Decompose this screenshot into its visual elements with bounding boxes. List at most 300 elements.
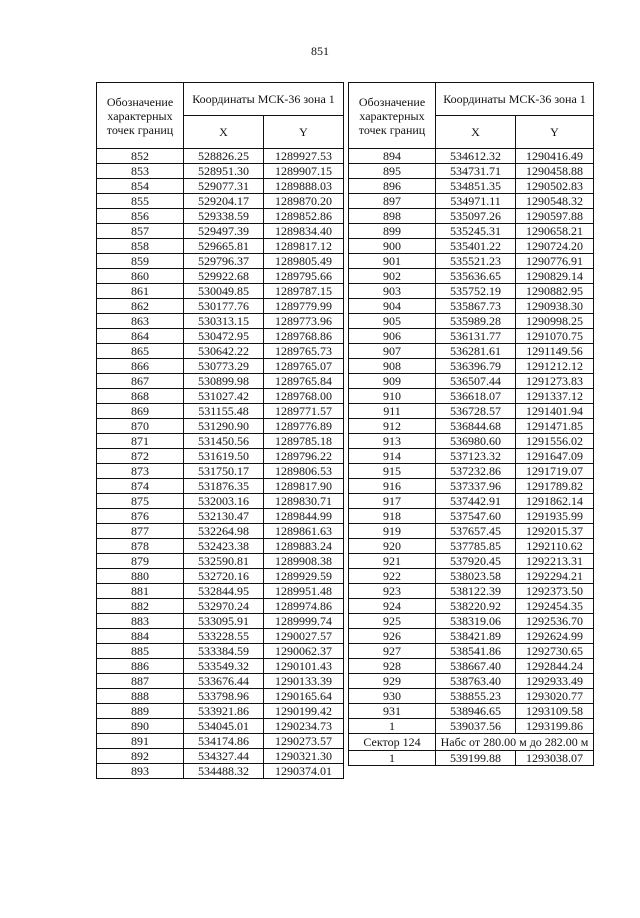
y-value-cell: 1290724.20 (516, 239, 594, 254)
table-row (97, 734, 344, 749)
x-value-cell: 532003.16 (184, 494, 264, 509)
point-id-cell: 852 (97, 149, 184, 164)
y-value-cell: 1289787.15 (264, 284, 344, 299)
point-id-cell: 875 (97, 494, 184, 509)
x-value-cell: 531450.56 (184, 434, 264, 449)
table-row (97, 194, 344, 209)
x-value-cell: 538541.86 (436, 644, 516, 659)
x-value-cell: 532844.95 (184, 584, 264, 599)
y-value-cell: 1289883.24 (264, 539, 344, 554)
y-value-cell: 1293199.86 (516, 719, 594, 734)
point-id-cell: 895 (349, 164, 436, 179)
table-row (349, 299, 594, 314)
table-row (349, 434, 594, 449)
point-id-cell: 865 (97, 344, 184, 359)
table-row (349, 719, 594, 734)
table-row (349, 329, 594, 344)
point-id-cell: 1 (349, 719, 436, 734)
x-value-cell: 530177.76 (184, 299, 264, 314)
y-value-cell: 1289830.71 (264, 494, 344, 509)
y-value-cell: 1289795.66 (264, 269, 344, 284)
table-row (349, 344, 594, 359)
x-value-cell: 531155.48 (184, 404, 264, 419)
y-column-header: Y (516, 116, 594, 149)
y-value-cell: 1292373.50 (516, 584, 594, 599)
point-id-cell: 899 (349, 224, 436, 239)
x-value-cell: 535636.65 (436, 269, 516, 284)
table-row (97, 344, 344, 359)
y-value-cell: 1291556.02 (516, 434, 594, 449)
point-designation-header: Обозначение характерных точек границ (97, 83, 184, 149)
point-id-cell: 860 (97, 269, 184, 284)
x-value-cell: 536281.61 (436, 344, 516, 359)
x-value-cell: 538946.65 (436, 704, 516, 719)
table-row (97, 764, 344, 779)
point-id-cell: 854 (97, 179, 184, 194)
y-value-cell: 1292844.24 (516, 659, 594, 674)
x-value-cell: 533921.86 (184, 704, 264, 719)
x-value-cell: 536131.77 (436, 329, 516, 344)
right-table-body (349, 149, 594, 734)
table-row (349, 629, 594, 644)
table-row (97, 179, 344, 194)
point-id-cell: 919 (349, 524, 436, 539)
coordinates-table-left (96, 82, 344, 779)
table-row (349, 674, 594, 689)
point-id-cell: 878 (97, 539, 184, 554)
point-id-cell: 920 (349, 539, 436, 554)
point-id-cell: 890 (97, 719, 184, 734)
y-value-cell: 1291273.83 (516, 374, 594, 389)
point-id-cell: 869 (97, 404, 184, 419)
y-value-cell: 1289852.86 (264, 209, 344, 224)
x-value-cell: 534731.71 (436, 164, 516, 179)
x-value-cell: 537920.45 (436, 554, 516, 569)
point-id-cell: 925 (349, 614, 436, 629)
table-row (349, 751, 594, 766)
point-id-cell: 862 (97, 299, 184, 314)
page-number: 851 (311, 44, 329, 58)
x-column-header: X (184, 116, 264, 149)
x-value-cell: 532590.81 (184, 554, 264, 569)
y-value-cell: 1289817.12 (264, 239, 344, 254)
x-value-cell: 531290.90 (184, 419, 264, 434)
table-row (349, 524, 594, 539)
table-row (349, 149, 594, 164)
table-row (349, 464, 594, 479)
x-value-cell: 537657.45 (436, 524, 516, 539)
y-value-cell: 1289834.40 (264, 224, 344, 239)
table-row (97, 329, 344, 344)
point-id-cell: 908 (349, 359, 436, 374)
x-value-cell: 535989.28 (436, 314, 516, 329)
point-id-cell: 897 (349, 194, 436, 209)
table-row (97, 584, 344, 599)
x-value-cell: 538319.06 (436, 614, 516, 629)
table-row (97, 479, 344, 494)
point-id-cell: 930 (349, 689, 436, 704)
x-value-cell: 530773.29 (184, 359, 264, 374)
y-value-cell: 1290321.30 (264, 749, 344, 764)
coordinates-header: Координаты МСК-36 зона 1 (184, 83, 344, 116)
x-value-cell: 538421.89 (436, 629, 516, 644)
point-id-cell: 893 (97, 764, 184, 779)
x-value-cell: 536728.57 (436, 404, 516, 419)
x-value-cell: 529338.59 (184, 209, 264, 224)
x-value-cell: 536507.44 (436, 374, 516, 389)
point-id-cell: 901 (349, 254, 436, 269)
x-value-cell: 535401.22 (436, 239, 516, 254)
table-row (97, 284, 344, 299)
point-id-cell: 876 (97, 509, 184, 524)
point-id-cell: 910 (349, 389, 436, 404)
table-row (97, 164, 344, 179)
point-id-cell: 889 (97, 704, 184, 719)
point-id-cell: 913 (349, 434, 436, 449)
y-value-cell: 1289907.15 (264, 164, 344, 179)
point-id-cell: 871 (97, 434, 184, 449)
table-row (97, 494, 344, 509)
y-value-cell: 1291719.07 (516, 464, 594, 479)
y-value-cell: 1290502.83 (516, 179, 594, 194)
x-value-cell: 538220.92 (436, 599, 516, 614)
y-value-cell: 1290374.01 (264, 764, 344, 779)
y-value-cell: 1289773.96 (264, 314, 344, 329)
point-id-cell: 857 (97, 224, 184, 239)
point-id-cell: 929 (349, 674, 436, 689)
point-id-cell: 926 (349, 629, 436, 644)
y-value-cell: 1290658.21 (516, 224, 594, 239)
y-value-cell: 1289779.99 (264, 299, 344, 314)
point-id-cell: 867 (97, 374, 184, 389)
y-value-cell: 1290062.37 (264, 644, 344, 659)
y-value-cell: 1290165.64 (264, 689, 344, 704)
table-row (349, 584, 594, 599)
y-value-cell: 1292730.65 (516, 644, 594, 659)
table-row (97, 434, 344, 449)
y-value-cell: 1293020.77 (516, 689, 594, 704)
x-value-cell: 531027.42 (184, 389, 264, 404)
x-value-cell: 531876.35 (184, 479, 264, 494)
y-value-cell: 1289806.53 (264, 464, 344, 479)
x-value-cell: 529077.31 (184, 179, 264, 194)
point-id-cell: 1 (349, 751, 436, 766)
point-id-cell: 892 (97, 749, 184, 764)
y-value-cell: 1291789.82 (516, 479, 594, 494)
point-id-cell: 904 (349, 299, 436, 314)
y-value-cell: 1292015.37 (516, 524, 594, 539)
point-id-cell: 882 (97, 599, 184, 614)
point-id-cell: 902 (349, 269, 436, 284)
table-row (97, 644, 344, 659)
table-row (349, 704, 594, 719)
table-row (97, 599, 344, 614)
point-id-cell: 887 (97, 674, 184, 689)
y-value-cell: 1291149.56 (516, 344, 594, 359)
x-value-cell: 539037.56 (436, 719, 516, 734)
y-value-cell: 1289927.53 (264, 149, 344, 164)
point-id-cell: 891 (97, 734, 184, 749)
x-value-cell: 532423.38 (184, 539, 264, 554)
table-row (97, 269, 344, 284)
x-value-cell: 530472.95 (184, 329, 264, 344)
y-value-cell: 1290597.88 (516, 209, 594, 224)
coordinates-table-right (348, 82, 594, 766)
y-value-cell: 1289929.59 (264, 569, 344, 584)
table-row (97, 149, 344, 164)
x-value-cell: 538122.39 (436, 584, 516, 599)
x-value-cell: 537123.32 (436, 449, 516, 464)
y-value-cell: 1290938.30 (516, 299, 594, 314)
left-table-body (97, 149, 344, 779)
point-id-cell: 863 (97, 314, 184, 329)
y-value-cell: 1291337.12 (516, 389, 594, 404)
x-value-cell: 535097.26 (436, 209, 516, 224)
y-value-cell: 1291401.94 (516, 404, 594, 419)
y-column-header: Y (264, 116, 344, 149)
point-id-cell: 915 (349, 464, 436, 479)
point-id-cell: 923 (349, 584, 436, 599)
sector-height-note: Набс от 280.00 м до 282.00 м (436, 734, 594, 751)
point-id-cell: 858 (97, 239, 184, 254)
point-id-cell: 880 (97, 569, 184, 584)
x-column-header: X (436, 116, 516, 149)
table-row (349, 359, 594, 374)
table-row (349, 569, 594, 584)
y-value-cell: 1291471.85 (516, 419, 594, 434)
table-row (349, 404, 594, 419)
y-value-cell: 1293038.07 (516, 751, 594, 766)
y-value-cell: 1289817.90 (264, 479, 344, 494)
sector-block (349, 734, 594, 766)
table-row (349, 209, 594, 224)
sector-label: Сектор 124 (349, 734, 436, 751)
table-row (97, 719, 344, 734)
point-id-cell: 870 (97, 419, 184, 434)
x-value-cell: 536980.60 (436, 434, 516, 449)
y-value-cell: 1292213.31 (516, 554, 594, 569)
point-id-cell: 914 (349, 449, 436, 464)
table-row (349, 194, 594, 209)
x-value-cell: 537785.85 (436, 539, 516, 554)
x-value-cell: 535245.31 (436, 224, 516, 239)
point-id-cell: 873 (97, 464, 184, 479)
table-row (349, 479, 594, 494)
table-row (97, 539, 344, 554)
point-id-cell: 922 (349, 569, 436, 584)
y-value-cell: 1289951.48 (264, 584, 344, 599)
x-value-cell: 538763.40 (436, 674, 516, 689)
point-id-cell: 879 (97, 554, 184, 569)
x-value-cell: 533798.96 (184, 689, 264, 704)
table-row (349, 689, 594, 704)
point-id-cell: 918 (349, 509, 436, 524)
y-value-cell: 1289870.20 (264, 194, 344, 209)
x-value-cell: 529497.39 (184, 224, 264, 239)
point-id-cell: 911 (349, 404, 436, 419)
table-row (97, 749, 344, 764)
point-id-cell: 931 (349, 704, 436, 719)
point-id-cell: 885 (97, 644, 184, 659)
x-value-cell: 534327.44 (184, 749, 264, 764)
table-row (349, 179, 594, 194)
y-value-cell: 1289805.49 (264, 254, 344, 269)
table-row (349, 494, 594, 509)
y-value-cell: 1290199.42 (264, 704, 344, 719)
y-value-cell: 1292454.35 (516, 599, 594, 614)
table-row (349, 554, 594, 569)
x-value-cell: 528951.30 (184, 164, 264, 179)
table-row (349, 614, 594, 629)
x-value-cell: 535752.19 (436, 284, 516, 299)
y-value-cell: 1289765.84 (264, 374, 344, 389)
table-row (97, 464, 344, 479)
x-value-cell: 534488.32 (184, 764, 264, 779)
point-id-cell: 855 (97, 194, 184, 209)
y-value-cell: 1290234.73 (264, 719, 344, 734)
y-value-cell: 1291212.12 (516, 359, 594, 374)
y-value-cell: 1291070.75 (516, 329, 594, 344)
table-row (349, 224, 594, 239)
table-row (97, 299, 344, 314)
point-id-cell: 906 (349, 329, 436, 344)
x-value-cell: 534971.11 (436, 194, 516, 209)
y-value-cell: 1289974.86 (264, 599, 344, 614)
point-id-cell: 853 (97, 164, 184, 179)
table-row (97, 224, 344, 239)
table-row (97, 614, 344, 629)
y-value-cell: 1289768.86 (264, 329, 344, 344)
point-id-cell: 894 (349, 149, 436, 164)
point-id-cell: 928 (349, 659, 436, 674)
y-value-cell: 1290998.25 (516, 314, 594, 329)
table-row (349, 659, 594, 674)
x-value-cell: 534612.32 (436, 149, 516, 164)
x-value-cell: 538855.23 (436, 689, 516, 704)
table-row (349, 539, 594, 554)
y-value-cell: 1292536.70 (516, 614, 594, 629)
y-value-cell: 1291862.14 (516, 494, 594, 509)
point-id-cell: 874 (97, 479, 184, 494)
table-row (349, 389, 594, 404)
point-id-cell: 868 (97, 389, 184, 404)
point-id-cell: 883 (97, 614, 184, 629)
table-row (97, 569, 344, 584)
y-value-cell: 1289796.22 (264, 449, 344, 464)
y-value-cell: 1291647.09 (516, 449, 594, 464)
point-id-cell: 927 (349, 644, 436, 659)
y-value-cell: 1290101.43 (264, 659, 344, 674)
table-row (97, 674, 344, 689)
table-row (349, 374, 594, 389)
point-id-cell: 898 (349, 209, 436, 224)
x-value-cell: 537232.86 (436, 464, 516, 479)
point-id-cell: 921 (349, 554, 436, 569)
x-value-cell: 536844.68 (436, 419, 516, 434)
y-value-cell: 1290882.95 (516, 284, 594, 299)
point-id-cell: 877 (97, 524, 184, 539)
y-value-cell: 1292110.62 (516, 539, 594, 554)
x-value-cell: 534045.01 (184, 719, 264, 734)
table-row (349, 449, 594, 464)
x-value-cell: 536618.07 (436, 389, 516, 404)
y-value-cell: 1290458.88 (516, 164, 594, 179)
y-value-cell: 1292294.21 (516, 569, 594, 584)
point-id-cell: 905 (349, 314, 436, 329)
table-row (349, 254, 594, 269)
x-value-cell: 530049.85 (184, 284, 264, 299)
x-value-cell: 537547.60 (436, 509, 516, 524)
x-value-cell: 530899.98 (184, 374, 264, 389)
y-value-cell: 1293109.58 (516, 704, 594, 719)
table-row (97, 524, 344, 539)
point-id-cell: 866 (97, 359, 184, 374)
x-value-cell: 538667.40 (436, 659, 516, 674)
y-value-cell: 1290027.57 (264, 629, 344, 644)
y-value-cell: 1290548.32 (516, 194, 594, 209)
x-value-cell: 531750.17 (184, 464, 264, 479)
table-row (97, 314, 344, 329)
x-value-cell: 531619.50 (184, 449, 264, 464)
table-row (349, 419, 594, 434)
table-row (349, 164, 594, 179)
table-row (97, 704, 344, 719)
point-id-cell: 864 (97, 329, 184, 344)
table-row (349, 509, 594, 524)
coordinates-header: Координаты МСК-36 зона 1 (436, 83, 594, 116)
x-value-cell: 532130.47 (184, 509, 264, 524)
x-value-cell: 535521.23 (436, 254, 516, 269)
x-value-cell: 530642.22 (184, 344, 264, 359)
table-row (97, 239, 344, 254)
table-row (349, 644, 594, 659)
x-value-cell: 533228.55 (184, 629, 264, 644)
y-value-cell: 1289765.07 (264, 359, 344, 374)
x-value-cell: 533095.91 (184, 614, 264, 629)
table-row (97, 254, 344, 269)
table-row (97, 659, 344, 674)
point-id-cell: 896 (349, 179, 436, 194)
point-id-cell: 861 (97, 284, 184, 299)
point-id-cell: 859 (97, 254, 184, 269)
table-row (349, 239, 594, 254)
point-id-cell: 909 (349, 374, 436, 389)
point-id-cell: 872 (97, 449, 184, 464)
table-row (349, 284, 594, 299)
x-value-cell: 530313.15 (184, 314, 264, 329)
x-value-cell: 539199.88 (436, 751, 516, 766)
x-value-cell: 529922.68 (184, 269, 264, 284)
y-value-cell: 1289861.63 (264, 524, 344, 539)
point-id-cell: 903 (349, 284, 436, 299)
point-id-cell: 900 (349, 239, 436, 254)
y-value-cell: 1289771.57 (264, 404, 344, 419)
x-value-cell: 532264.98 (184, 524, 264, 539)
x-value-cell: 528826.25 (184, 149, 264, 164)
y-value-cell: 1290776.91 (516, 254, 594, 269)
point-designation-header: Обозначение характерных точек границ (349, 83, 436, 149)
y-value-cell: 1290829.14 (516, 269, 594, 284)
x-value-cell: 537337.96 (436, 479, 516, 494)
x-value-cell: 533676.44 (184, 674, 264, 689)
y-value-cell: 1289768.00 (264, 389, 344, 404)
y-value-cell: 1290133.39 (264, 674, 344, 689)
point-id-cell: 856 (97, 209, 184, 224)
table-row (97, 689, 344, 704)
point-id-cell: 881 (97, 584, 184, 599)
table-row (349, 314, 594, 329)
point-id-cell: 916 (349, 479, 436, 494)
